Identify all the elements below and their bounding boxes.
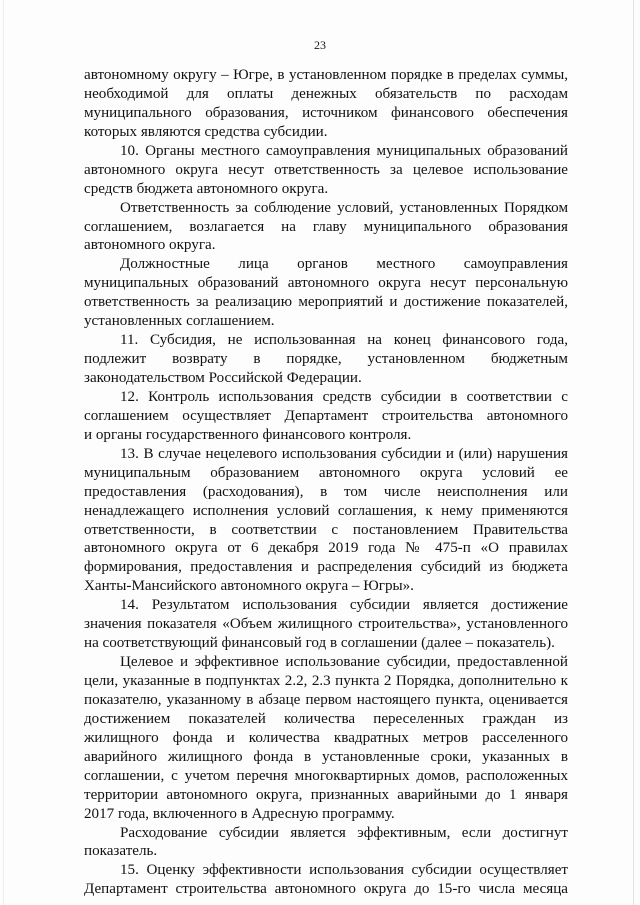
text-line: законодательством Российской Федерации.	[84, 370, 362, 386]
text-line: Должностные лица органов местного самоуправления	[120, 256, 568, 273]
text-line: соглашением, возлагается на главу муниципального образования	[84, 218, 568, 235]
text-line: автономного округа.	[84, 237, 216, 254]
text-line: аварийного жилищного фонда в установленные сроки, указанных в	[84, 748, 568, 765]
text-line: 10. Органы местного самоуправления муниципальных образований	[120, 142, 568, 159]
text-line: Расходование субсидии является эффективным, если достигнут	[120, 824, 568, 841]
text-line: автономного округа несут ответственность за целевое использование	[84, 161, 568, 178]
text-line: 2017 года, включенного в Адресную программу.	[84, 805, 395, 822]
text-line: которых являются средства субсидии.	[84, 123, 328, 140]
text-line: достижением показателей количества переселенных граждан из	[84, 710, 568, 727]
text-line: территории автономного округа, признанных аварийными до 1 января	[84, 786, 568, 803]
document-body	[84, 66, 568, 899]
text-line: 12. Контроль использования средств субсидии в соответствии с	[120, 388, 568, 405]
scan-edge-left	[3, 0, 4, 905]
text-line: ненадлежащего исполнения условий соглашения, к нему применяются	[84, 502, 568, 519]
text-line: Ханты-Мансийского автономного округа – Югры».	[84, 578, 414, 595]
text-line: цели, указанные в подпунктах 2.2, 2.3 пункта 2 Порядка, дополнительно к	[84, 673, 568, 689]
text-line: муниципальных образований автономного округа несут персональную	[84, 275, 568, 292]
text-line: автономному округу – Югре, в установленном порядке в пределах суммы,	[84, 67, 568, 83]
text-line: автономного округа от 6 декабря 2019 года № 475-п «О правилах	[84, 540, 568, 557]
text-line: необходимой для оплаты денежных обязательств по расходам	[84, 85, 568, 102]
text-line: показателю, указанному в абзаце первом настоящего пункта, оценивается	[84, 691, 568, 708]
text-line: муниципальным образованием автономного округа условий ее	[84, 464, 568, 481]
text-line: муниципального образования, источником финансового обеспечения	[84, 104, 568, 121]
text-line: ответственности, в соответствии с постановлением Правительства	[84, 521, 568, 538]
text-line: жилищного фонда и количества квадратных метров расселенного	[84, 729, 568, 746]
text-line: ответственность за реализацию мероприятий и достижение показателей,	[84, 294, 568, 311]
text-line: 14. Результатом использования субсидии является достижение	[120, 597, 568, 614]
text-line: и органы государственного финансового контроля.	[84, 426, 412, 443]
text-line: показатель.	[84, 843, 158, 860]
page-number: 23	[314, 38, 326, 52]
text-line: средств бюджета автономного округа.	[84, 180, 329, 197]
text-line: 11. Субсидия, не использованная на конец финансового года,	[120, 332, 568, 349]
text-line: 13. В случае нецелевого использования субсидии и (или) нарушения	[120, 445, 568, 462]
text-line: Ответственность за соблюдение условий, установленных Порядком	[120, 199, 568, 216]
text-line: Департамент строительства автономного округа до 15-го числа месяца	[84, 881, 568, 898]
text-line: 15. Оценку эффективности использования субсидии осуществляет	[120, 862, 568, 879]
text-line: соглашением осуществляет Департамент строительства автономного	[84, 407, 568, 424]
text-line: на соответствующий финансовый год в соглашении (далее – показатель).	[84, 635, 555, 652]
text-line: значения показателя «Объем жилищного строительства», установленного	[84, 616, 568, 633]
text-line: формирования, предоставления и распределения субсидий из бюджета	[84, 559, 568, 576]
text-line: установленных соглашением.	[84, 313, 275, 330]
text-line: соглашении, с учетом перечня многоквартирных домов, расположенных	[84, 767, 568, 784]
text-line: подлежит возврату в порядке, установленном бюджетным	[84, 351, 568, 368]
text-line: Целевое и эффективное использование субсидии, предоставленной	[120, 654, 568, 671]
scan-edge-right	[633, 0, 634, 905]
text-line: предоставления (расходования), в том числе неисполнения или	[84, 483, 568, 500]
